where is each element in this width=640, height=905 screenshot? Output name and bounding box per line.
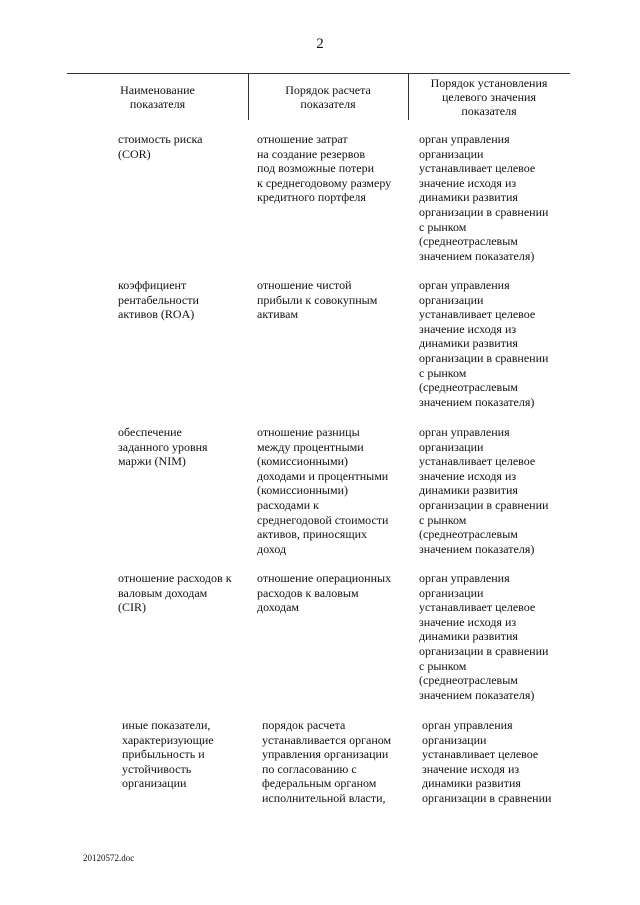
row-name: иные показатели, характеризующие прибыльность и устойчивость организации xyxy=(122,718,214,791)
row-calc: отношение разницы между процентными (комиссионными) доходами и процентными (комиссионными) расходами к среднегодовой стоимости активов, приносящих доход xyxy=(257,425,389,556)
row-target: орган управления организации устанавливает целевое значение исходя из динамики развития организации в сравнении с рынком (среднеотраслевым значением показателя) xyxy=(419,571,549,702)
row-target: орган управления организации устанавливает целевое значение исходя из динамики развития организации в сравнении с рынком (среднеотраслевым значением показателя) xyxy=(419,132,549,263)
row-calc: отношение затрат на создание резервов под возможные потери к среднегодовому размеру кредитного портфеля xyxy=(257,132,392,205)
table-header xyxy=(67,73,570,120)
page-number: 2 xyxy=(316,36,324,52)
row-name: коэффициент рентабельности активов (ROA) xyxy=(118,278,199,322)
header-name: Наименование показателя xyxy=(120,82,195,111)
row-calc: отношение чистой прибыли к совокупным активам xyxy=(257,278,378,322)
header-calc: Порядок расчета показателя xyxy=(285,82,371,111)
row-calc: порядок расчета устанавливается органом управления организации по согласованию с федеральным органом исполнительной власти, xyxy=(262,718,392,805)
row-target: орган управления организации устанавливает целевое значение исходя из динамики развития организации в сравнении с рынком (среднеотраслевым значением показателя) xyxy=(419,278,549,409)
row-target: орган управления организации устанавливает целевое значение исходя из динамики развития организации в сравнении с рынком (среднеотраслевым значением показателя) xyxy=(419,425,549,556)
row-name: отношение расходов к валовым доходам (CIR) xyxy=(118,571,232,615)
header-target: Порядок установления целевого значения показателя xyxy=(430,75,548,118)
row-target: орган управления организации устанавливает целевое значение исходя из динамики развития организации в сравнении xyxy=(422,718,552,805)
row-name: стоимость риска (COR) xyxy=(118,132,203,161)
document-filename: 20120572.doc xyxy=(83,853,135,863)
row-name: обеспечение заданного уровня маржи (NIM) xyxy=(118,425,208,469)
row-calc: отношение операционных расходов к валовым доходам xyxy=(257,571,392,615)
